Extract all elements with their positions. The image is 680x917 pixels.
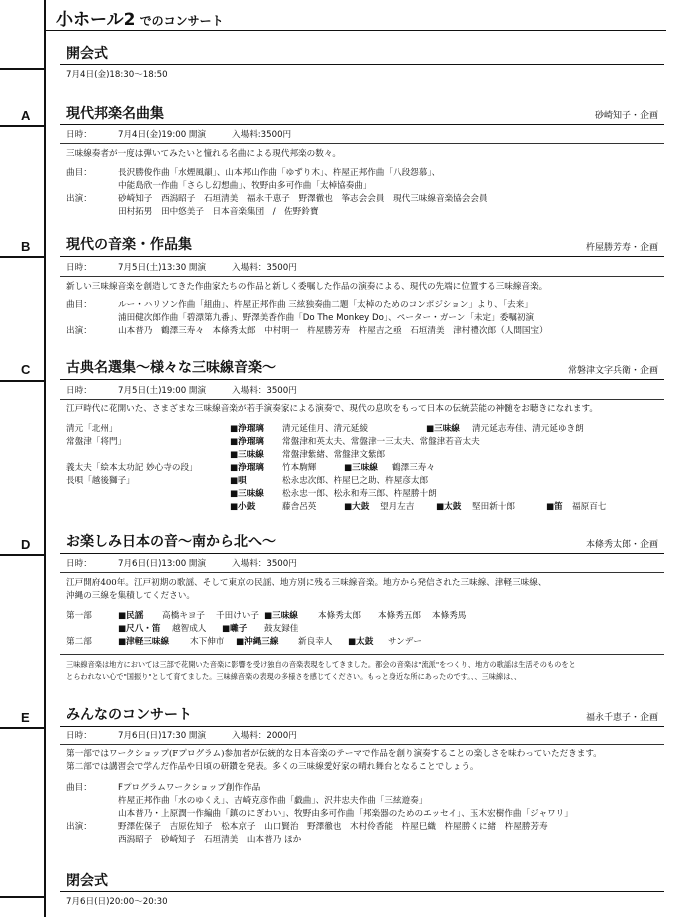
section-c-performer: 常盤津和英太夫、常盤津一三太夫、常盤津若音太夫	[282, 437, 480, 447]
section-b-date-label: 日時：	[66, 263, 92, 273]
section-c-rule	[60, 379, 664, 380]
section-a-date: 7月4日(金)19:00 開演	[118, 130, 207, 140]
section-c-performer: 鶴澤三寿々	[392, 463, 435, 473]
section-a-sub-rule	[60, 143, 664, 144]
section-e-performers-1: 野澤佐保子 吉原佐知子 松本京子 山口賢治 野澤徹也 木村伶香能 杵屋巳織 杵屋勝くに緒 杵屋勝芳寿	[118, 822, 548, 832]
section-a-title: 現代邦楽名曲集	[66, 106, 164, 122]
section-d-note-2: とらわれない心で"国振り"として育てました。三味線音楽の表現の多様さを感じてください。もっと身近な所にあったのです。、、三味線は、、	[66, 672, 522, 681]
section-d-performer: 鼓友録佳	[264, 624, 299, 634]
section-c-performer: 清元延志寿佳、清元延ゆき朗	[472, 424, 584, 434]
title-rule	[46, 30, 666, 31]
opening-marker	[0, 68, 44, 70]
section-b-rule	[60, 256, 664, 257]
section-d-performer: 越智成人	[172, 624, 207, 634]
section-b-program-label: 曲目：	[66, 300, 92, 310]
section-d-role: ■津軽三味線	[118, 637, 170, 647]
section-c-role: ■三味線	[344, 463, 378, 473]
section-d-note-rule	[60, 654, 664, 655]
section-a-performers-2: 田村拓男 田中悠美子 日本音楽集団 / 佐野鈴寶	[118, 207, 319, 217]
left-margin-rule	[44, 0, 46, 917]
section-c-role: ■浄瑠璃	[230, 463, 264, 473]
section-c-performer: 清元延佳月、清元延綾	[282, 424, 368, 434]
section-d-performer: 本條秀太郎	[318, 611, 361, 621]
section-c-fee: 入場料：3500円	[232, 386, 297, 396]
section-c-role: ■三味線	[230, 450, 264, 460]
section-c-description: 江戸時代に花開いた、さまざまな三味線音楽が若手演奏家による演奏で、現代の息吹をもって日本の伝統芸能の神髄をお聴きになれます。	[66, 404, 598, 414]
page-title-main: 小ホール2	[56, 10, 136, 30]
section-c-role: ■大鼓	[344, 502, 370, 512]
section-d-role: ■囃子	[222, 624, 248, 634]
opening-title: 開会式	[66, 46, 108, 62]
section-d-role: ■尺八・笛	[118, 624, 161, 634]
section-e-marker	[0, 727, 44, 729]
section-b-organizer: 杵屋勝芳寿・企画	[585, 243, 658, 253]
section-c-role: ■小鼓	[230, 502, 256, 512]
section-c-role: ■浄瑠璃	[230, 437, 264, 447]
section-d-performer: 本條秀五郎	[378, 611, 421, 621]
section-d-part-1-label: 第一部	[66, 611, 92, 621]
section-d-role: ■沖縄三線	[236, 637, 279, 647]
section-d-performer: 本條秀馬	[432, 611, 467, 621]
section-e-performers-2: 西潟昭子 砂崎知子 石垣清美 山本普乃 ほか	[118, 835, 302, 845]
section-c-letter: C	[21, 362, 31, 377]
section-c-performer: 松永忠次郎、杵屋巳之助、杵屋彦太郎	[282, 476, 429, 486]
section-a-organizer: 砂崎知子・企画	[594, 111, 658, 121]
section-d-date-label: 日時：	[66, 559, 92, 569]
section-c-work-3: 義太夫「絵本太功記 妙心寺の段」	[66, 463, 198, 473]
section-e-program-label: 曲目：	[66, 783, 92, 793]
section-a-date-label: 日時：	[66, 130, 92, 140]
section-e-sub-rule	[60, 744, 664, 745]
section-c-role: ■笛	[546, 502, 563, 512]
section-d-letter: D	[21, 537, 31, 552]
closing-time: 7月6日(日)20:00〜20:30	[66, 897, 168, 907]
section-d-performer: 高橋キヨ子	[162, 611, 205, 621]
section-d-note-1: 三味線音楽は地方においては三部で花開いた音楽に影響を受け独自の音楽表現をしてきました。都会の音楽は"流派"をつくり、地方の歌謡は生活そのものをと	[66, 660, 576, 669]
section-d-date: 7月6日(日)13:00 開演	[118, 559, 207, 569]
section-b-fee: 入場料：3500円	[232, 263, 297, 273]
section-c-performer: 常盤津紫緒、常盤津文紫郎	[282, 450, 386, 460]
section-d-title: お楽しみ日本の音〜南から北へ〜	[66, 534, 276, 550]
section-a-program-2: 中能島欣一作曲「さらし幻想曲」、牧野由多可作曲「太棹協奏曲」	[118, 181, 372, 191]
section-d-description-2: 沖縄の三線を集積してください。	[66, 591, 195, 601]
section-a-program-label: 曲目：	[66, 168, 92, 178]
section-c-performer: 竹本駒輝	[282, 463, 317, 473]
section-a-rule	[60, 124, 664, 125]
section-a-performers-1: 砂崎知子 西潟昭子 石垣清美 福永千恵子 野澤徹也 筝志会会員 現代三味線音楽協会会員	[118, 194, 488, 204]
section-b-sub-rule	[60, 276, 664, 277]
section-d-role: ■民謡	[118, 611, 144, 621]
section-c-title: 古典名選集〜様々な三味線音楽〜	[66, 360, 276, 376]
section-e-title: みんなのコンサート	[66, 707, 192, 723]
section-d-organizer: 本條秀太郎・企画	[585, 540, 658, 550]
section-e-rule	[60, 726, 664, 727]
section-d-fee: 入場料：3500円	[232, 559, 297, 569]
section-c-work-2: 常盤津「将門」	[66, 437, 127, 447]
section-e-program-2: 杵屋正邦作曲「水のゆくえ」、吉崎克彦作曲「戯曲」、沢井忠夫作曲「三絃遊奏」	[118, 796, 428, 806]
section-b-date: 7月5日(土)13:30 開演	[118, 263, 207, 273]
section-e-organizer: 福永千恵子・企画	[585, 713, 658, 723]
section-c-role: ■浄瑠璃	[230, 424, 264, 434]
section-c-role: ■三味線	[230, 489, 264, 499]
section-d-role: ■三味線	[264, 611, 298, 621]
section-a-marker	[0, 125, 44, 127]
section-d-performer: サンデー	[388, 637, 422, 647]
section-d-performer: 木下伸市	[190, 637, 225, 647]
section-c-sub-rule	[60, 399, 664, 400]
section-c-work-4: 長唄「越後獅子」	[66, 476, 135, 486]
section-a-description: 三味線奏者が一度は弾いてみたいと憧れる名曲による現代邦楽の数々。	[66, 149, 342, 159]
opening-rule	[60, 64, 664, 65]
section-d-description-1: 江戸開府400年。江戸初期の歌謡、そして東京の民謡、地方別に残る三味線音楽。地方から発信された三味線、津軽三味線、	[66, 578, 547, 588]
section-b-description: 新しい三味線音楽を創造してきた作曲家たちの作品と新しく委嘱した作品の演奏による、現代の先端に位置する三味線音楽。	[66, 282, 548, 292]
section-e-performers-label: 出演：	[66, 822, 92, 832]
section-b-performers-1: 山本普乃 鶴澤三寿々 本條秀太郎 中村明一 杵屋勝芳寿 杵屋吉之亟 石垣清美 津村禮次郎（人間国宝）	[118, 326, 548, 336]
section-c-role: ■三味線	[426, 424, 460, 434]
section-e-program-1: Fプログラムワークショップ創作作品	[118, 783, 261, 793]
section-c-marker	[0, 380, 44, 382]
section-c-performer: 藤舎呂英	[282, 502, 317, 512]
section-c-performer: 福原百七	[572, 502, 607, 512]
section-d-rule	[60, 553, 664, 554]
section-d-role: ■太鼓	[348, 637, 374, 647]
section-a-program-1: 長沢勝俊作曲「水煙風韻」、山本邦山作曲「ゆずり木」、杵屋正邦作曲「八段怨慕」、	[118, 168, 441, 178]
section-b-program-2: 浦田健次郎作曲「碧漂第九番」、野澤美香作曲「Do The Monkey Do」、ペーター・ガーン「未定」委嘱初演	[118, 313, 535, 323]
section-c-organizer: 常磐津文字兵衛・企画	[567, 366, 658, 376]
section-c-date-label: 日時：	[66, 386, 92, 396]
page-title-suffix: でのコンサート	[135, 14, 224, 28]
section-b-program-1: ルー・ハリソン作曲「組曲」、杵屋正邦作曲 三絃独奏曲二題「太棹のためのコンポジション」より、「去来」	[118, 300, 533, 310]
section-c-date: 7月5日(土)19:00 開演	[118, 386, 207, 396]
section-d-sub-rule	[60, 572, 664, 573]
section-e-program-3: 山本普乃・上原潤一作編曲「鎮のにぎわい」、牧野由多可作曲「邦楽器のためのエッセイ」、玉木宏樹作曲「ジャワリ」	[118, 809, 573, 819]
section-e-letter: E	[21, 710, 30, 725]
section-d-marker	[0, 554, 44, 556]
section-c-performer: 堅田新十郎	[472, 502, 515, 512]
section-b-performers-label: 出演：	[66, 326, 92, 336]
section-c-work-1: 清元「北州」	[66, 424, 118, 434]
section-d-performer: 千田けい子	[216, 611, 259, 621]
closing-rule	[60, 891, 664, 892]
section-e-description-2: 第二部では講習会で学んだ作品や日頃の研鑽を発表。多くの三味線愛好家の晴れ舞台となることでしょう。	[66, 762, 479, 772]
section-c-performer: 望月左吉	[380, 502, 415, 512]
section-a-fee: 入場料:3500円	[232, 130, 292, 140]
closing-marker	[0, 896, 44, 898]
section-d-part-2-label: 第二部	[66, 637, 92, 647]
section-b-title: 現代の音楽・作品集	[66, 237, 192, 253]
page-title	[56, 9, 224, 31]
section-b-letter: B	[21, 239, 31, 254]
section-c-role: ■唄	[230, 476, 247, 486]
section-a-letter: A	[21, 108, 31, 123]
section-c-role: ■太鼓	[436, 502, 462, 512]
section-e-description-1: 第一部ではワークショップ(Fプログラム)参加者が伝統的な日本音楽のテーマで作品を創り演奏することの楽しさを味わっていただきます。	[66, 749, 602, 759]
section-e-date: 7月6日(日)17:30 開演	[118, 731, 207, 741]
section-e-fee: 入場料：2000円	[232, 731, 297, 741]
opening-time: 7月4日(金)18:30〜18:50	[66, 70, 168, 80]
section-c-performer: 松永忠一郎、松永和寿三郎、杵屋勝十朗	[282, 489, 437, 499]
section-a-performers-label: 出演：	[66, 194, 92, 204]
section-d-performer: 新良幸人	[298, 637, 333, 647]
section-b-marker	[0, 256, 44, 258]
section-e-date-label: 日時：	[66, 731, 92, 741]
closing-title: 閉会式	[66, 873, 108, 889]
